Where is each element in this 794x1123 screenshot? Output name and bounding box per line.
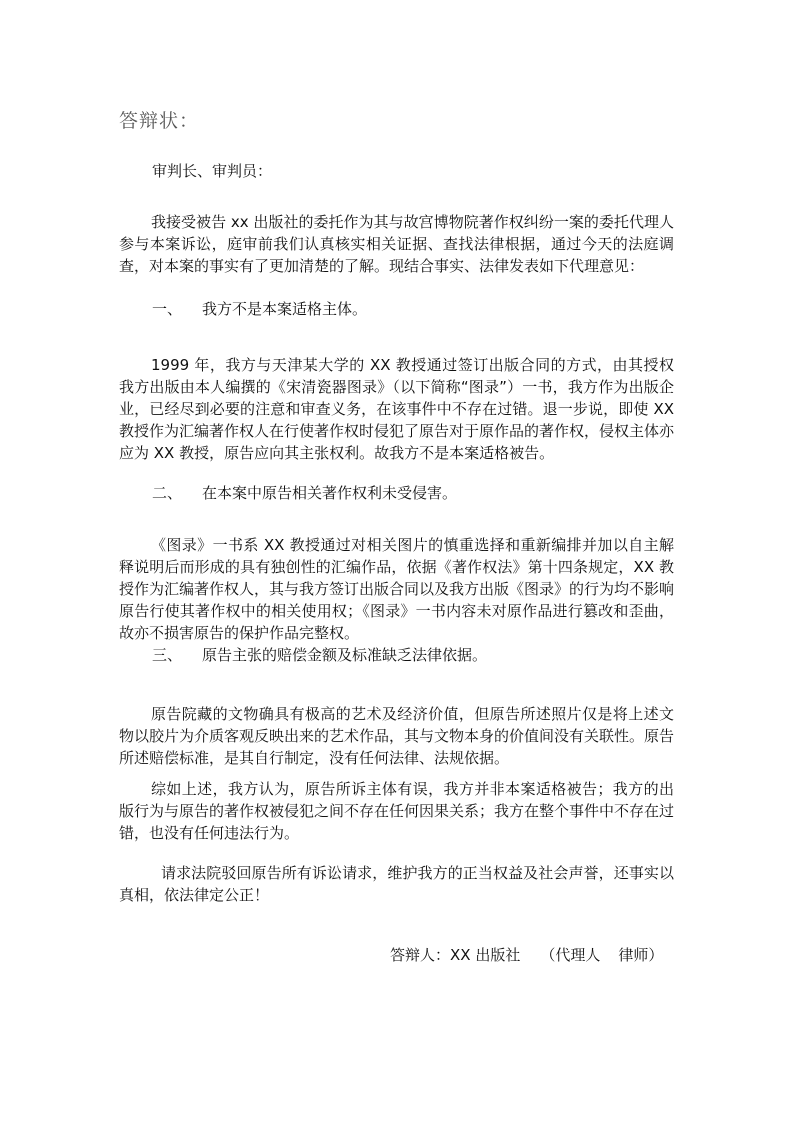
section-number-3: 三、 <box>152 646 183 664</box>
intro-paragraph: 我接受被告 xx 出版社的委托作为其与故宫博物院著作权纠纷一案的委托代理人参与本案诉讼，庭审前我们认真核实相关证据、查找法律根据，通过今天的法庭调查，对本案的事实有了更加清楚的了解。现结合事实、法律发表如下代理意见： <box>119 213 674 275</box>
section-body-2: 《图录》一书系 XX 教授通过对相关图片的慎重选择和重新编排并加以自主解释说明后而形成的具有独创性的汇编作品，依据《著作权法》第十四条规定，XX 教授作为汇编著作权人，其与我方签订出版合同以及我方出版《图录》的行为均不影响原告行使其著作权中的相关使用权；《图录》一书内容未对原作品进行篡改和歪曲，故亦不损害原告的保护作品完整权。 <box>119 536 675 642</box>
section-body-1: 1999 年，我方与天津某大学的 XX 教授通过签订出版合同的方式，由其授权我方出版由本人编撰的《宋清瓷器图录》（以下简称“图录”）一书，我方作为出版企业，已经尽到必要的注意和审查义务，在该事件中不存在过错。退一步说，即使 XX 教授作为汇编著作权人在行使著作权时侵犯了原告对于原作品的著作权，侵权主体亦应为 XX 教授，原告应向其主张权利。故我方不是本案适格被告。 <box>119 356 675 462</box>
section-heading-text-1: 我方不是本案适格主体。 <box>202 300 368 318</box>
section-heading-1 <box>152 298 367 319</box>
summary-paragraph: 综如上述，我方认为，原告所诉主体有误，我方并非本案适格被告；我方的出版行为与原告的著作权被侵犯之间不存在任何因果关系；我方在整个事件中不存在过错，也没有任何违法行为。 <box>119 780 675 842</box>
section-heading-3 <box>152 644 487 665</box>
document-title: 答辩状： <box>119 110 200 132</box>
request-paragraph: 请求法院驳回原告所有诉讼请求，维护我方的正当权益及社会声誉，还事实以真相，依法律定公正！ <box>119 864 674 904</box>
signature-line <box>390 944 663 965</box>
section-heading-text-3: 原告主张的赔偿金额及标准缺乏法律依据。 <box>202 646 488 664</box>
section-number-1: 一、 <box>152 300 183 318</box>
section-heading-2 <box>152 482 457 503</box>
section-number-2: 二、 <box>152 484 183 502</box>
section-body-3: 原告院藏的文物确具有极高的艺术及经济价值，但原告所述照片仅是将上述文物以胶片为介质客观反映出来的艺术作品，其与文物本身的价值间没有关联性。原告所述赔偿标准，是其自行制定，没有任何法律、法规依据。 <box>119 705 675 767</box>
respondent-label: 答辩人：XX 出版社 <box>390 946 521 964</box>
addressee-line: 审判长、审判员： <box>152 162 273 180</box>
lawyer-label: 律师） <box>618 946 664 964</box>
agent-label: （代理人 <box>540 946 601 964</box>
section-heading-text-2: 在本案中原告相关著作权利未受侵害。 <box>202 484 458 502</box>
